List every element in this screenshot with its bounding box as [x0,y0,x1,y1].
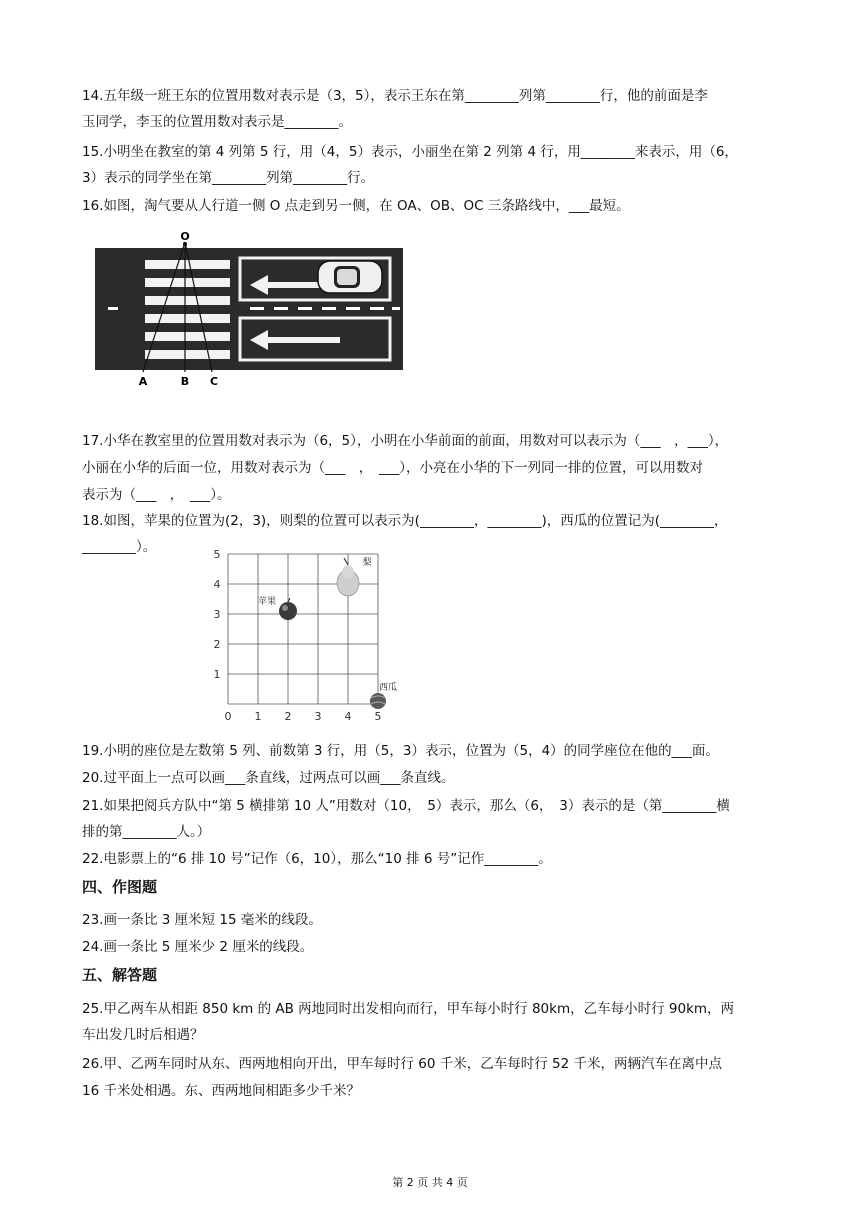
q24-line: 24.画一条比 5 厘米少 2 厘米的线段。 [82,939,314,955]
section-heading-solving: 五、解答题 [82,966,158,984]
point-a-label: A [138,375,148,388]
apple-icon [279,598,297,620]
q14-line-1: 14.五年级一班王东的位置用数对表示是（3，5），表示王东在第________列第________行，他的前面是李 [82,88,708,104]
crosswalk-figure [90,230,410,390]
q19-line: 19.小明的座位是左数第 5 列、前数第 3 行，用（5，3）表示，位置为（5，4）的同学座位在他的___面。 [82,743,719,759]
x-tick-label: 4 [344,710,352,723]
q17-line-2: 小丽在小华的后面一位，用数对表示为（___ ， ___），小亮在小华的下一列同一排的位置，可以用数对 [82,460,703,476]
car-icon [318,261,382,293]
y-tick-label: 2 [213,638,221,651]
y-tick-label: 1 [213,668,221,681]
q17-line-3: 表示为（___ ， ___）。 [82,487,231,503]
q15-line-1: 15.小明坐在教室的第 4 列第 5 行，用（4，5）表示，小丽坐在第 2 列第 4 行，用________来表示，用（6， [82,144,738,160]
q18-line-2: ________）。 [82,539,157,555]
q14-line-2: 玉同学，李玉的位置用数对表示是________。 [82,114,352,130]
point-o-label: O [180,230,190,243]
q21-line-1: 21.如果把阅兵方队中“第 5 横排第 10 人”用数对（10， 5）表示，那么（6， 3）表示的是（第________横 [82,798,730,814]
x-tick-label: 3 [314,710,322,723]
q20-line: 20.过平面上一点可以画___条直线，过两点可以画___条直线。 [82,770,455,786]
q21-line-2: 排的第________人。） [82,824,211,840]
point-c-label: C [209,375,219,388]
x-tick-label: 0 [224,710,232,723]
page-footer: 第 2 页 共 4 页 [392,1176,468,1189]
apple-label: 苹果 [257,597,277,607]
q15-line-2: 3）表示的同学坐在第________列第________行。 [82,170,375,186]
watermelon-label: 西瓜 [378,683,398,693]
q26-line-1: 26.甲、乙两车同时从东、西两地相向开出，甲车每时行 60 千米，乙车每时行 52 千米，两辆汽车在离中点 [82,1056,722,1072]
point-b-label: B [180,375,190,388]
x-tick-label: 2 [284,710,292,723]
x-tick-label: 5 [374,710,382,723]
q18-line-1: 18.如图，苹果的位置为(2，3)，则梨的位置可以表示为(________，________)，西瓜的位置记为(________， [82,513,728,529]
q22-line: 22.电影票上的“6 排 10 号”记作（6，10），那么“10 排 6 号”记作________。 [82,851,552,867]
q26-line-2: 16 千米处相遇。东、西两地间相距多少千米？ [82,1083,360,1099]
pear-label: 梨 [362,558,372,568]
q17-line-1: 17.小华在教室里的位置用数对表示为（6，5），小明在小华前面的前面，用数对可以表示为（___ ，___）， [82,433,729,449]
y-tick-label: 3 [213,608,221,621]
x-tick-label: 1 [254,710,262,723]
y-tick-label: 4 [213,578,221,591]
fruit-grid-figure [205,548,405,728]
watermelon-icon [370,693,386,709]
q25-line-1: 25.甲乙两车从相距 850 km 的 AB 两地同时出发相向而行，甲车每小时行 80km，乙车每小时行 90km，两 [82,1001,735,1017]
section-heading-drawing: 四、作图题 [82,878,158,896]
q16-line: 16.如图，淘气要从人行道一侧 O 点走到另一侧，在 OA、OB、OC 三条路线中，___最短。 [82,198,630,214]
y-tick-label: 5 [213,548,221,561]
q25-line-2: 车出发几时后相遇？ [82,1027,204,1043]
q23-line: 23.画一条比 3 厘米短 15 毫米的线段。 [82,912,322,928]
